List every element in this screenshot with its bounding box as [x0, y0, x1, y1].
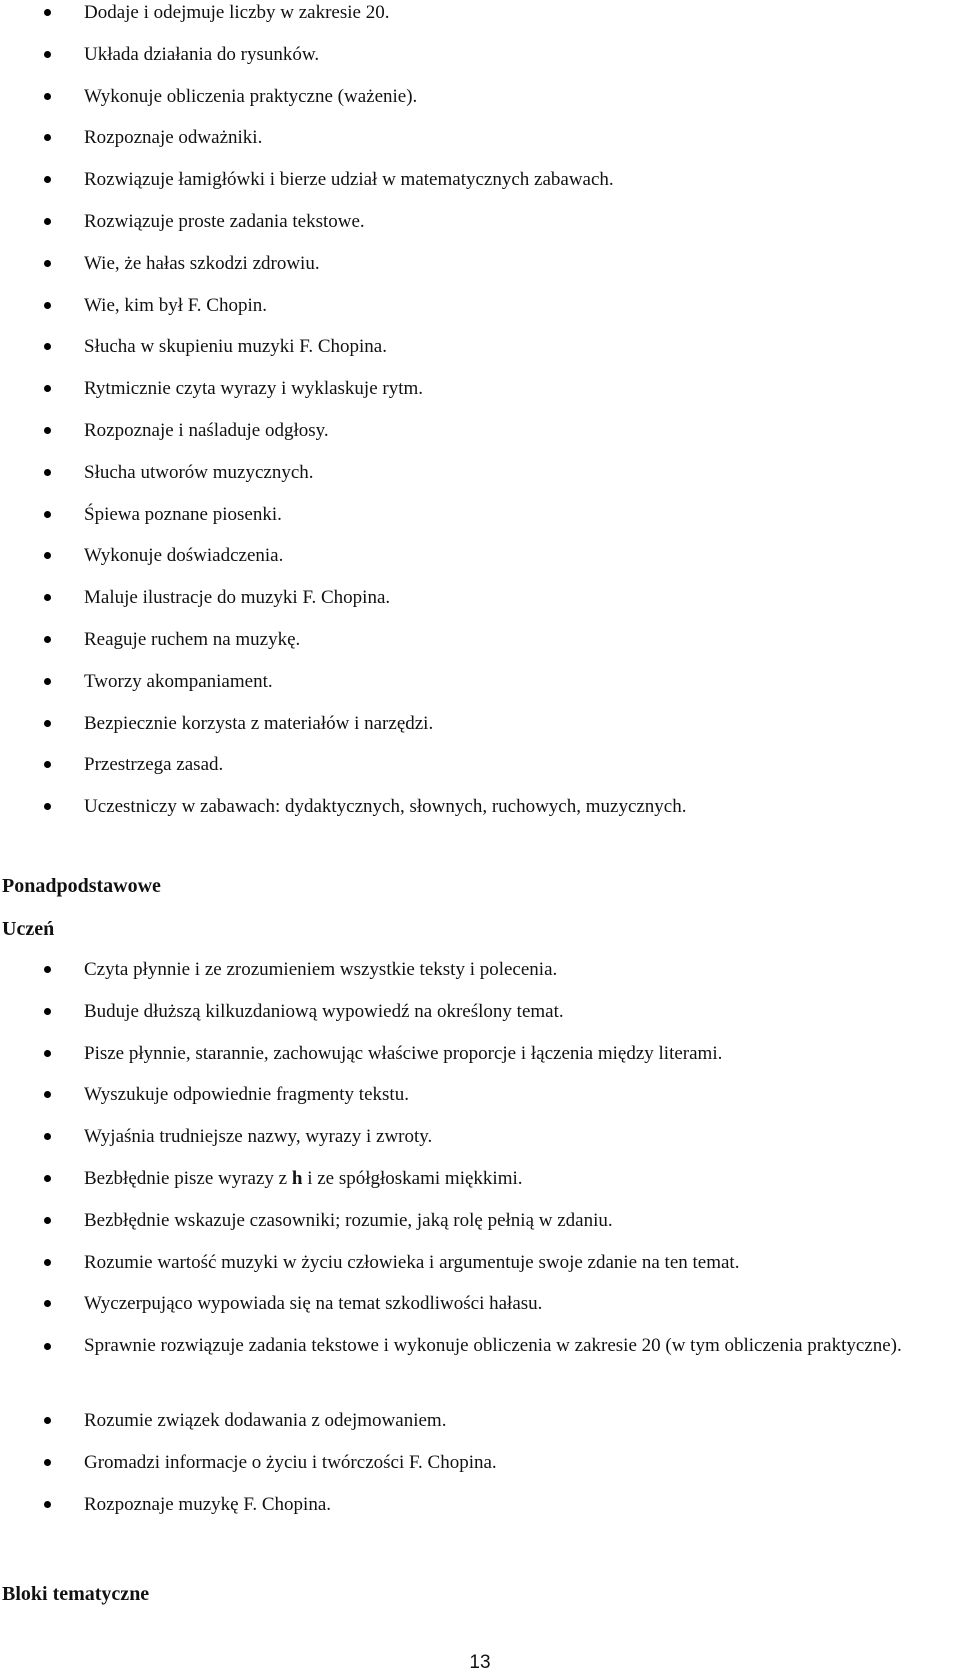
list-item: Bezbłędnie pisze wyrazy z h i ze spółgłoskami miękkimi. [0, 1167, 960, 1209]
list-item: Wykonuje obliczenia praktyczne (ważenie). [0, 85, 960, 127]
bullet-icon [44, 1217, 51, 1224]
list-item: Wie, kim był F. Chopin. [0, 294, 960, 336]
bullet-icon [44, 761, 51, 768]
list-item: Rozpoznaje i naśladuje odgłosy. [0, 419, 960, 461]
list-item: Wykonuje doświadczenia. [0, 544, 960, 586]
bullet-icon [44, 1091, 51, 1098]
bullet-icon [44, 1417, 51, 1424]
bullet-icon [44, 51, 51, 58]
bullet-icon [44, 176, 51, 183]
list-item: Buduje dłuższą kilkuzdaniową wypowiedź na określony temat. [0, 1000, 960, 1042]
list-item: Rozumie związek dodawania z odejmowaniem. [0, 1409, 960, 1451]
bullet-icon [44, 1300, 51, 1307]
bullet-icon [44, 594, 51, 601]
bullet-icon [44, 1133, 51, 1140]
list-item: Dodaje i odejmuje liczby w zakresie 20. [0, 1, 960, 43]
bullet-icon [44, 1050, 51, 1057]
subject-heading: Uczeń [2, 918, 55, 940]
bullet-icon [44, 218, 51, 225]
list-item: Rozumie wartość muzyki w życiu człowieka i argumentuje swoje zdanie na ten temat. [0, 1251, 960, 1293]
list-item: Maluje ilustracje do muzyki F. Chopina. [0, 586, 960, 628]
list-item: Bezbłędnie wskazuje czasowniki; rozumie, jaką rolę pełnią w zdaniu. [0, 1209, 960, 1251]
bullet-icon [44, 966, 51, 973]
bullet-icon [44, 1459, 51, 1466]
bullet-icon [44, 385, 51, 392]
bullet-icon [44, 134, 51, 141]
bullet-icon [44, 1343, 51, 1350]
skills-list-advanced [0, 958, 960, 1535]
bullet-icon [44, 343, 51, 350]
list-item: Uczestniczy w zabawach: dydaktycznych, słownych, ruchowych, muzycznych. [0, 795, 960, 837]
bullet-icon [44, 302, 51, 309]
list-item: Słucha w skupieniu muzyki F. Chopina. [0, 335, 960, 377]
bullet-icon [44, 511, 51, 518]
bullet-icon [44, 1259, 51, 1266]
list-item: Czyta płynnie i ze zrozumieniem wszystkie teksty i polecenia. [0, 958, 960, 1000]
list-item: Rozpoznaje odważniki. [0, 126, 960, 168]
bullet-icon [44, 1175, 51, 1182]
list-item: Rozpoznaje muzykę F. Chopina. [0, 1493, 960, 1535]
list-item: Wie, że hałas szkodzi zdrowiu. [0, 252, 960, 294]
list-item: Gromadzi informacje o życiu i twórczości F. Chopina. [0, 1451, 960, 1493]
list-item: Reaguje ruchem na muzykę. [0, 628, 960, 670]
blocks-heading: Bloki tematyczne [2, 1583, 150, 1605]
list-item: Układa działania do rysunków. [0, 43, 960, 85]
bullet-icon [44, 803, 51, 810]
list-item: Sprawnie rozwiązuje zadania tekstowe i wykonuje obliczenia w zakresie 20 (w tym obliczenia praktyczne). [0, 1325, 960, 1409]
list-item: Pisze płynnie, starannie, zachowując właściwe proporcje i łączenia między literami. [0, 1042, 960, 1084]
bullet-icon [44, 427, 51, 434]
bullet-icon [44, 552, 51, 559]
list-item: Tworzy akompaniament. [0, 670, 960, 712]
list-item: Rytmicznie czyta wyrazy i wyklaskuje rytm. [0, 377, 960, 419]
list-item: Przestrzega zasad. [0, 753, 960, 795]
bullet-icon [44, 1501, 51, 1508]
bullet-icon [44, 93, 51, 100]
list-item: Słucha utworów muzycznych. [0, 461, 960, 503]
skills-list-basic [0, 1, 960, 837]
bullet-icon [44, 678, 51, 685]
bullet-icon [44, 260, 51, 267]
list-item: Wyszukuje odpowiednie fragmenty tekstu. [0, 1083, 960, 1125]
bullet-icon [44, 9, 51, 16]
section-heading: Ponadpodstawowe [2, 875, 161, 897]
list-item: Rozwiązuje proste zadania tekstowe. [0, 210, 960, 252]
list-item: Bezpiecznie korzysta z materiałów i narzędzi. [0, 712, 960, 754]
bullet-icon [44, 720, 51, 727]
list-item: Śpiewa poznane piosenki. [0, 503, 960, 545]
list-item: Wyczerpująco wypowiada się na temat szkodliwości hałasu. [0, 1292, 960, 1334]
list-item: Wyjaśnia trudniejsze nazwy, wyrazy i zwroty. [0, 1125, 960, 1167]
bold-letter: h [291, 1167, 303, 1189]
page-number: 13 [469, 1652, 491, 1673]
bullet-icon [44, 1008, 51, 1015]
bullet-icon [44, 469, 51, 476]
list-item: Rozwiązuje łamigłówki i bierze udział w matematycznych zabawach. [0, 168, 960, 210]
bullet-icon [44, 636, 51, 643]
